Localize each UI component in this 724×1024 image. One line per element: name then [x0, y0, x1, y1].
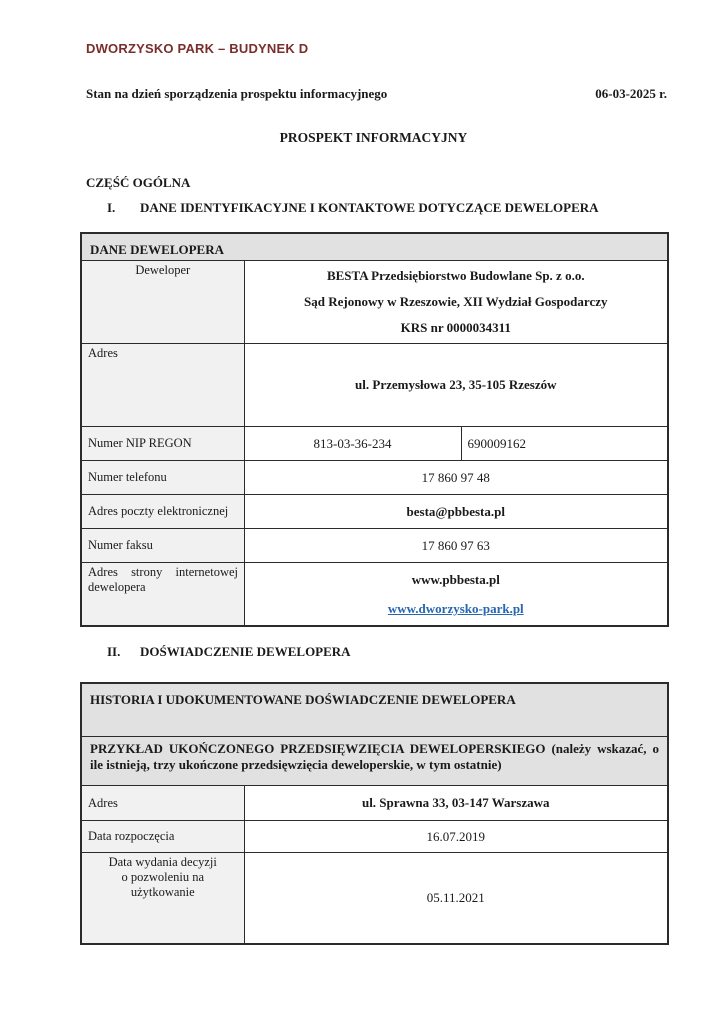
section-1-title: DANE IDENTYFIKACYJNE I KONTAKTOWE DOTYCZĄCE DEWELOPERA	[140, 200, 599, 215]
table-row	[81, 427, 668, 461]
developer-krs: KRS nr 0000034311	[400, 320, 511, 335]
table-row	[81, 461, 668, 495]
website-primary: www.pbbesta.pl	[411, 572, 500, 587]
table-row	[81, 853, 668, 945]
phone-value: 17 860 97 48	[244, 461, 668, 495]
email-label: Adres poczty elektronicznej	[81, 495, 244, 529]
permit-date-label-line2: o pozwoleniu na użytkowanie	[121, 870, 205, 899]
developer-value	[244, 261, 668, 344]
section-2-title: DOŚWIADCZENIE DEWELOPERA	[140, 644, 351, 659]
website-label	[81, 563, 244, 627]
website-label-line1	[88, 565, 238, 580]
section-heading-1	[80, 200, 667, 216]
experience-table-header: HISTORIA I UDOKUMENTOWANE DOŚWIADCZENIE DEWELOPERA	[81, 683, 668, 737]
developer-court: Sąd Rejonowy w Rzeszowie, XII Wydział Gospodarczy	[304, 294, 608, 309]
table-row	[81, 495, 668, 529]
email-value: besta@pbbesta.pl	[244, 495, 668, 529]
experience-table	[80, 682, 669, 945]
section-heading-2	[80, 644, 667, 660]
table-row	[81, 737, 668, 786]
status-row	[80, 86, 667, 102]
developer-data-table	[80, 232, 669, 627]
developer-name: BESTA Przedsiębiorstwo Budowlane Sp. z o.o.	[326, 268, 585, 283]
completed-project-subheader: PRZYKŁAD UKOŃCZONEGO PRZEDSIĘWZIĘCIA DEWELOPERSKIEGO (należy wskazać, o ile istnieją, trzy ukończone przedsięwzięcia deweloperskie, w tym ostatnie)	[81, 737, 668, 786]
document-title: PROSPEKT INFORMACYJNY	[279, 130, 468, 145]
start-date-value: 16.07.2019	[244, 821, 668, 853]
address-value: ul. Przemysłowa 23, 35-105 Rzeszów	[244, 344, 668, 427]
website-label-word1: Adres	[88, 565, 118, 579]
section-2-number: II.	[107, 644, 121, 659]
permit-date-label-line1: Data wydania decyzji	[108, 855, 217, 869]
fax-label: Numer faksu	[81, 529, 244, 563]
developer-table-header: DANE DEWELOPERA	[81, 233, 668, 261]
status-line-label: Stan na dzień sporządzenia prospektu informacyjnego	[86, 86, 388, 101]
table-row	[81, 683, 668, 737]
website-label-word2: strony	[131, 565, 163, 579]
website-label-word3: internetowej	[175, 565, 238, 579]
document-page	[80, 0, 667, 945]
address-label: Adres	[81, 344, 244, 427]
website-label-line2: dewelopera	[88, 580, 146, 594]
table-row	[81, 233, 668, 261]
project-address-value: ul. Sprawna 33, 03-147 Warszawa	[244, 786, 668, 821]
developer-label: Deweloper	[81, 261, 244, 344]
phone-label: Numer telefonu	[81, 461, 244, 495]
nip-regon-label: Numer NIP REGON	[81, 427, 244, 461]
table-row	[81, 529, 668, 563]
table-row	[81, 821, 668, 853]
fax-value: 17 860 97 63	[244, 529, 668, 563]
project-address-label: Adres	[81, 786, 244, 821]
regon-value: 690009162	[461, 427, 668, 461]
building-header: DWORZYSKO PARK – BUDYNEK D	[86, 41, 309, 56]
status-date: 06-03-2025 r.	[595, 86, 667, 101]
table-row	[81, 563, 668, 627]
table-row	[81, 786, 668, 821]
website-value	[244, 563, 668, 627]
table-row	[81, 344, 668, 427]
part-heading: CZĘŚĆ OGÓLNA	[86, 175, 191, 190]
section-1-number: I.	[107, 200, 116, 215]
dworzysko-park-link[interactable]: www.dworzysko-park.pl	[387, 601, 524, 616]
website-secondary	[251, 594, 662, 623]
table-row	[81, 261, 668, 344]
nip-value: 813-03-36-234	[244, 427, 461, 461]
permit-date-label	[81, 853, 244, 945]
permit-date-value: 05.11.2021	[244, 853, 668, 945]
start-date-label: Data rozpoczęcia	[81, 821, 244, 853]
